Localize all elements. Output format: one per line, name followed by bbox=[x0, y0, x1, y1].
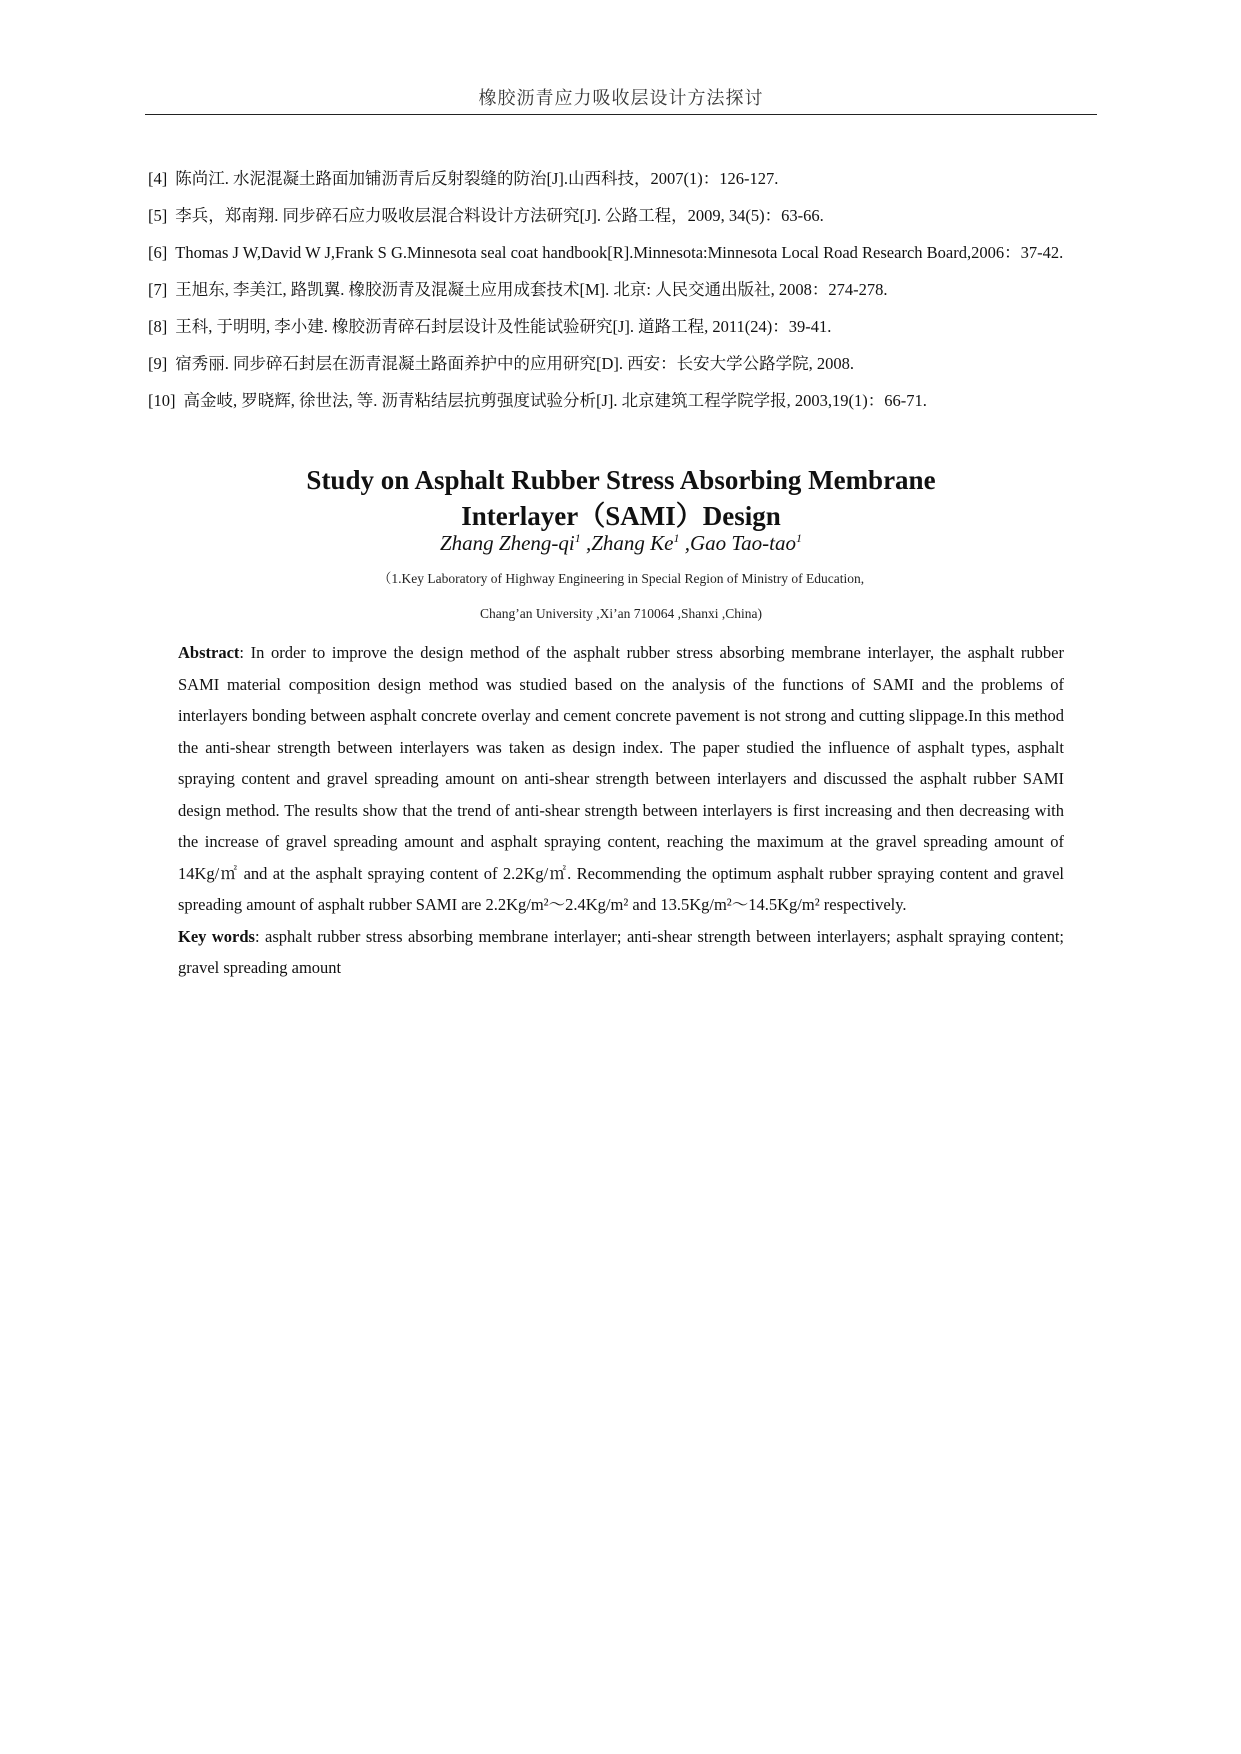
reference-text: 李兵，郑南翔. 同步碎石应力吸收层混合料设计方法研究[J]. 公路工程，2009, 34(5)：63-66. bbox=[175, 206, 824, 225]
reference-text: 宿秀丽. 同步碎石封层在沥青混凝土路面养护中的应用研究[D]. 西安：长安大学公路学院, 2008. bbox=[175, 354, 855, 373]
reference-item bbox=[148, 351, 1094, 377]
author-name: Zhang Zheng-qi bbox=[439, 531, 575, 555]
reference-item bbox=[148, 240, 1094, 266]
author-affiliation-mark: 1 bbox=[796, 531, 803, 545]
author-name: Gao Tao-tao bbox=[690, 531, 797, 555]
reference-number: [9] bbox=[148, 354, 168, 373]
paper-title bbox=[145, 462, 1097, 534]
keywords-paragraph bbox=[178, 921, 1064, 984]
author-name: Zhang Ke bbox=[591, 531, 674, 555]
reference-number: [4] bbox=[148, 169, 168, 188]
abstract-block bbox=[178, 637, 1064, 984]
abstract-paragraph bbox=[178, 637, 1064, 921]
paper-title-line: Study on Asphalt Rubber Stress Absorbing Membrane bbox=[306, 465, 936, 495]
reference-number: [10] bbox=[148, 391, 176, 410]
running-header: 橡胶沥青应力吸收层设计方法探讨 bbox=[478, 88, 764, 108]
keywords-label: Key words bbox=[178, 926, 255, 946]
reference-list bbox=[148, 166, 1094, 425]
author-separator: , bbox=[580, 531, 592, 555]
reference-text: 王科, 于明明, 李小建. 橡胶沥青碎石封层设计及性能试验研究[J]. 道路工程, 2011(24)：39-41. bbox=[175, 317, 832, 336]
reference-item bbox=[148, 166, 1094, 192]
reference-number: [6] bbox=[148, 243, 168, 262]
reference-number: [7] bbox=[148, 280, 168, 299]
reference-number: [5] bbox=[148, 206, 168, 225]
affiliation-line: （1.Key Laboratory of Highway Engineering in Special Region of Ministry of Education, bbox=[377, 571, 865, 586]
keywords-text: : asphalt rubber stress absorbing membrane interlayer; anti-shear strength between interlayers; asphalt spraying content; gravel spreading amount bbox=[178, 926, 1064, 977]
abstract-text: : In order to improve the design method of the asphalt rubber stress absorbing membrane interlayer, the asphalt rubber SAMI material composition design method was studied based on the analysis of the functions of SAMI and the problems of interlayers bonding between asphalt concrete overlay and cement concrete pavement is not strong and cutting slippage.In this method the anti-shear strength between interlayers was taken as design index. The paper studied the influence of asphalt types, asphalt spraying content and gravel spreading amount on anti-shear strength between interlayers and discussed the asphalt rubber SAMI design method. The results show that the trend of anti-shear strength between interlayers is first increasing and then decreasing with the increase of gravel spreading amount and asphalt spraying content, reaching the maximum at the gravel spreading amount of 14Kg/㎡ and at the asphalt spraying content of 2.2Kg/㎡. Recommending the optimum asphalt rubber spraying content and gravel spreading amount of asphalt rubber SAMI are 2.2Kg/m²～2.4Kg/m² and 13.5Kg/m²～14.5Kg/m² respectively. bbox=[178, 643, 1064, 914]
author-separator: , bbox=[679, 531, 691, 555]
reference-text: Thomas J W,David W J,Frank S G.Minnesota seal coat handbook[R].Minnesota:Minnesota Local Road Research Board,2006：37-42. bbox=[175, 243, 1064, 262]
header-rule bbox=[145, 114, 1097, 115]
reference-item bbox=[148, 277, 1094, 303]
reference-text: 陈尚江. 水泥混凝土路面加铺沥青后反射裂缝的防治[J].山西科技，2007(1)：126-127. bbox=[175, 169, 779, 188]
affiliation-line: Chang’an University ,Xi’an 710064 ,Shanxi ,China) bbox=[480, 606, 762, 621]
abstract-label: Abstract bbox=[178, 643, 240, 662]
reference-item bbox=[148, 388, 1094, 414]
author-affiliation-mark: 1 bbox=[574, 531, 581, 545]
reference-text: 高金岐, 罗晓辉, 徐世法, 等. 沥青粘结层抗剪强度试验分析[J]. 北京建筑工程学院学报, 2003,19(1)：66-71. bbox=[183, 391, 927, 410]
reference-number: [8] bbox=[148, 317, 168, 336]
reference-text: 王旭东, 李美江, 路凯翼. 橡胶沥青及混凝土应用成套技术[M]. 北京: 人民交通出版社, 2008：274-278. bbox=[175, 280, 888, 299]
reference-item bbox=[148, 314, 1094, 340]
author-affiliation-mark: 1 bbox=[673, 531, 680, 545]
paper-title-line: Interlayer（SAMI）Design bbox=[461, 501, 781, 531]
author-list bbox=[145, 531, 1097, 556]
affiliation bbox=[145, 561, 1097, 631]
reference-item bbox=[148, 203, 1094, 229]
